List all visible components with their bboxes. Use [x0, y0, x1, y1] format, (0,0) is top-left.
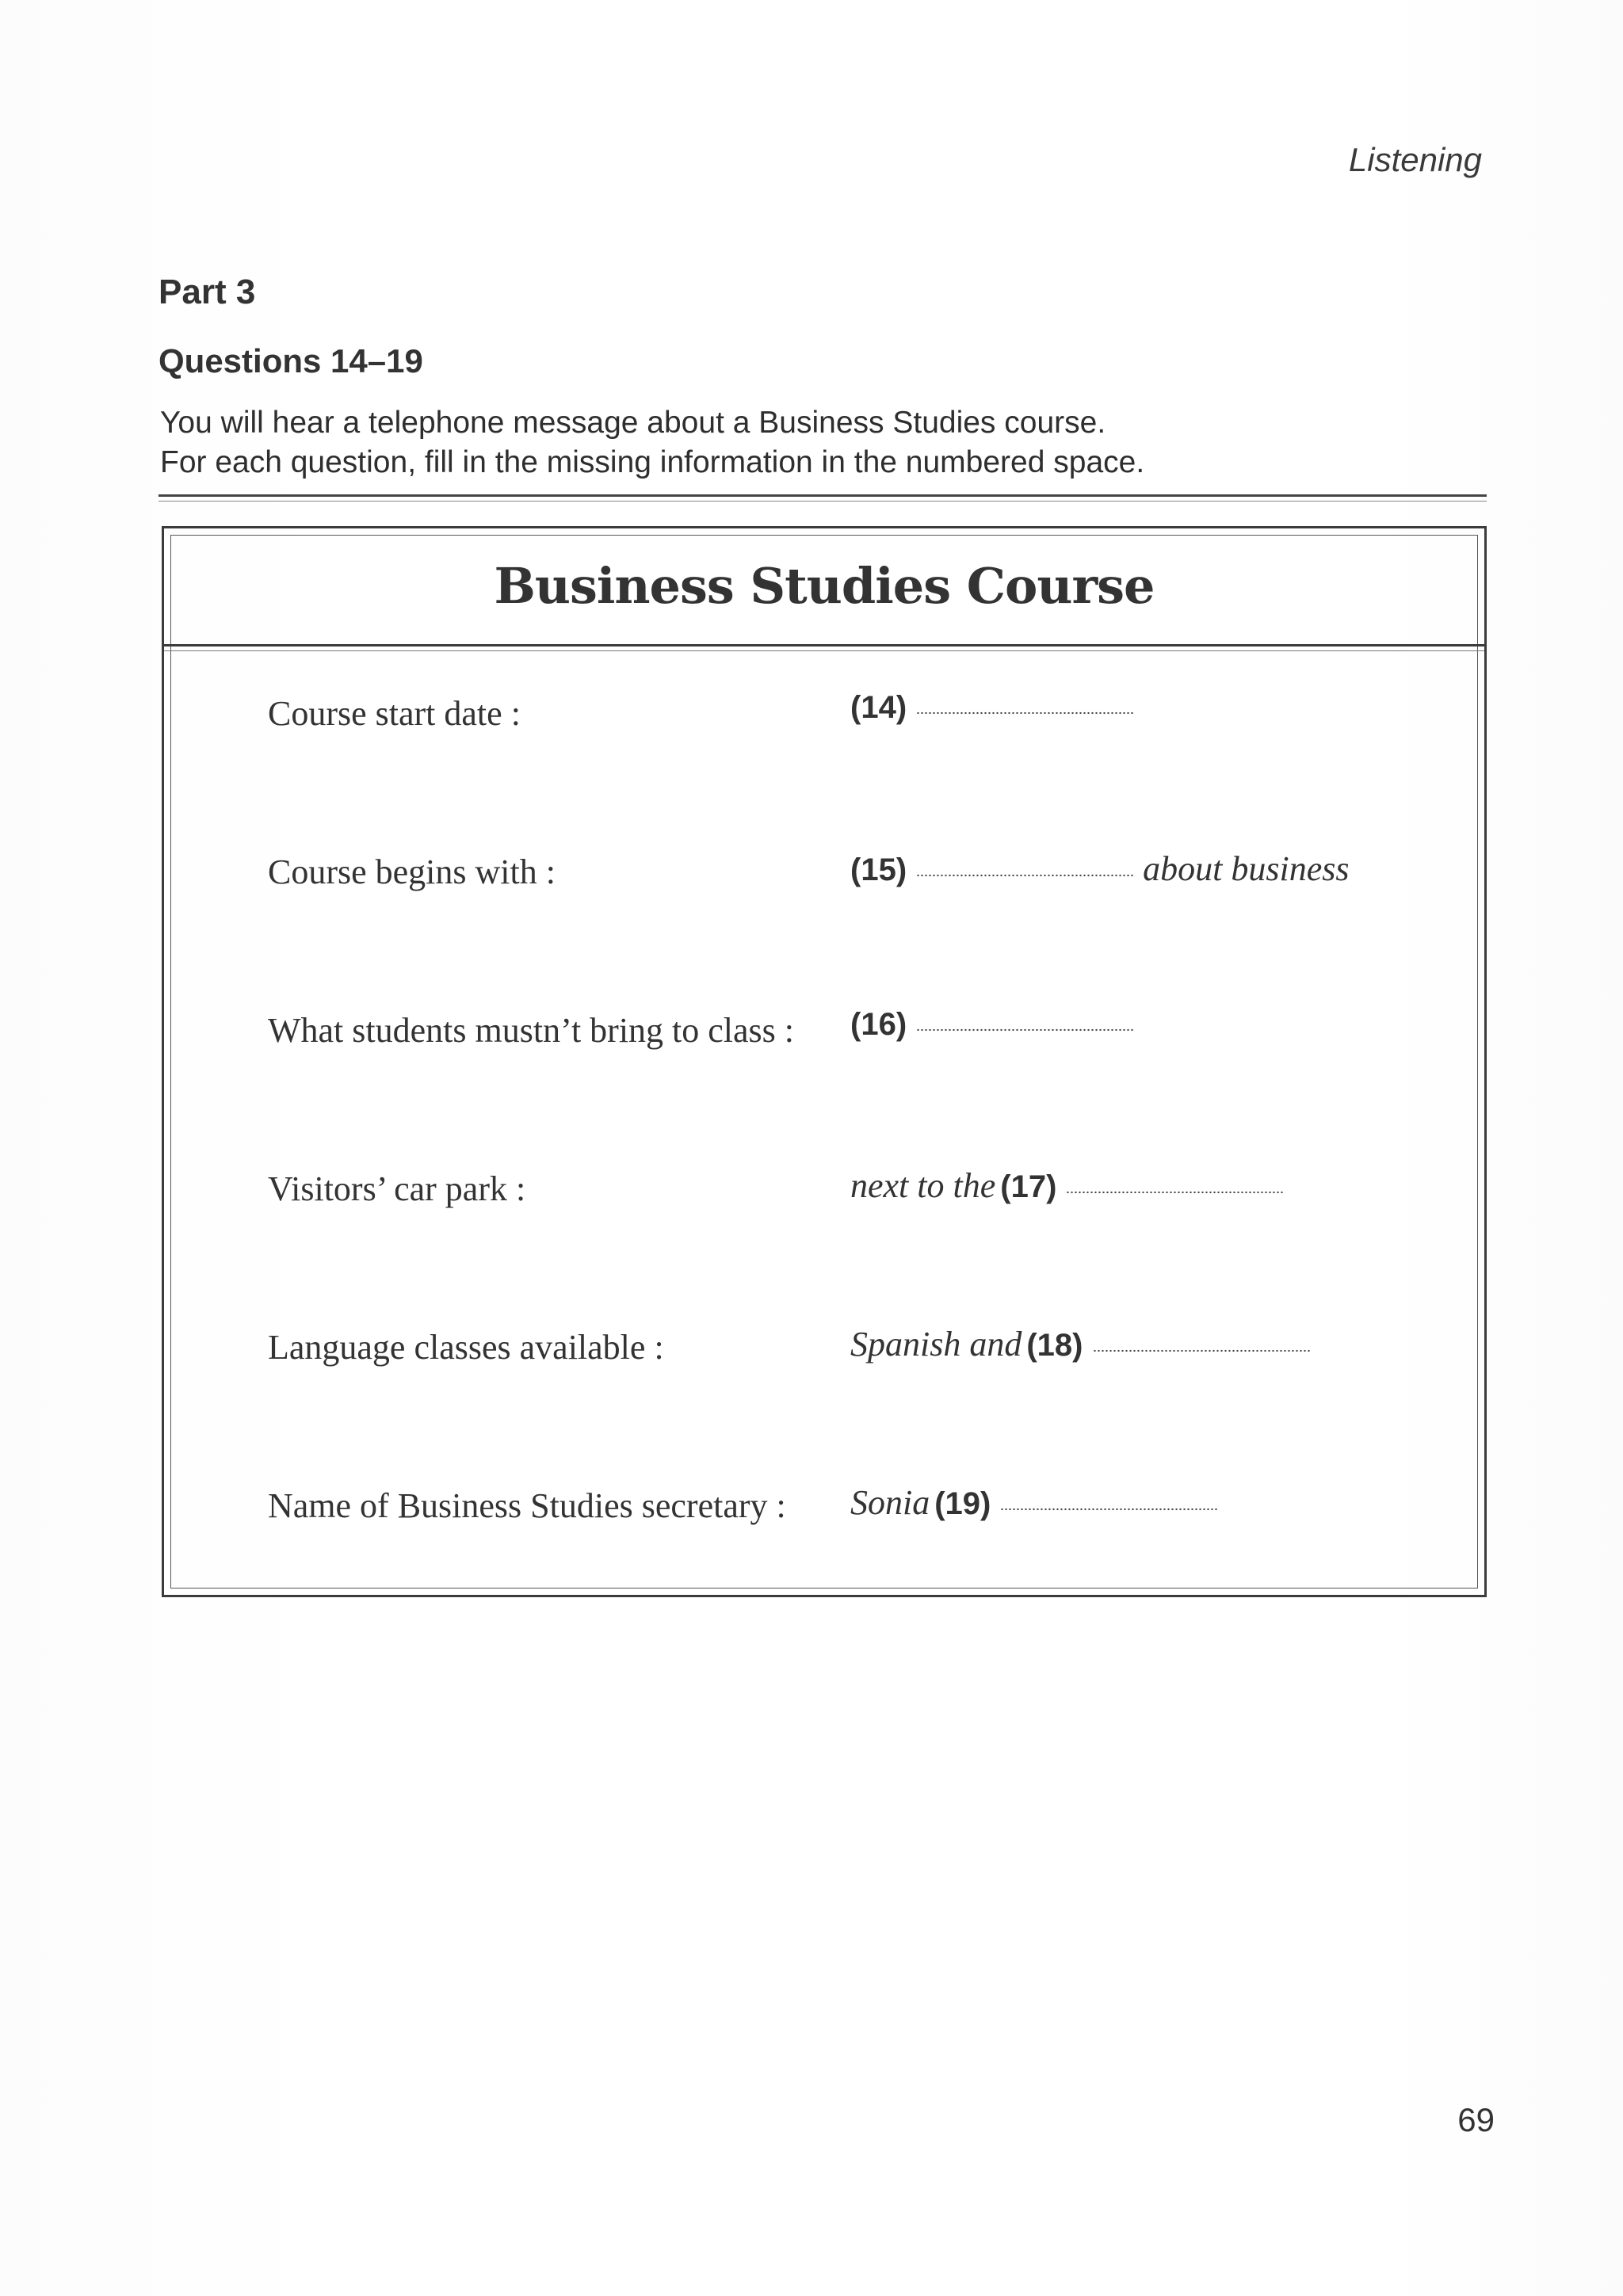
field-label: Name of Business Studies secretary :: [268, 1486, 786, 1525]
answer-prefix: Spanish and: [850, 1325, 1022, 1363]
form-row-15: [164, 842, 1484, 906]
question-number: (14): [850, 690, 907, 725]
form-row-18: [164, 1318, 1484, 1381]
form-row-14: [164, 684, 1484, 747]
questions-title: Questions 14–19: [158, 342, 423, 379]
answer-blank-14[interactable]: [916, 711, 1135, 715]
answer-blank-15[interactable]: [916, 874, 1135, 877]
field-label: Language classes available :: [268, 1328, 664, 1367]
answer-area: [850, 1007, 1135, 1043]
title-divider-thin: [164, 650, 1484, 651]
instruction-line-1: You will hear a telephone message about a Business Studies course.: [160, 406, 1106, 440]
answer-blank-16[interactable]: [916, 1028, 1135, 1032]
answer-blank-17[interactable]: [1066, 1191, 1285, 1194]
field-label: What students mustn’t bring to class :: [268, 1011, 795, 1050]
question-number: (16): [850, 1007, 907, 1042]
title-divider: [164, 644, 1484, 646]
answer-prefix: next to the: [850, 1166, 996, 1205]
field-label: Course begins with :: [268, 852, 556, 891]
question-number: (15): [850, 852, 907, 887]
page-number: 69: [1457, 2101, 1495, 2138]
form-title: Business Studies Course: [494, 557, 1155, 615]
answer-suffix: about business: [1143, 849, 1350, 888]
question-number: (19): [934, 1486, 991, 1521]
instruction-line-2: For each question, fill in the missing information in the numbered space.: [160, 445, 1145, 479]
answer-area: [850, 690, 1135, 726]
question-number: (18): [1026, 1328, 1083, 1363]
form-row-16: [164, 1001, 1484, 1064]
answer-blank-19[interactable]: [1000, 1508, 1219, 1511]
form-box: [162, 526, 1487, 1597]
question-number: (17): [1000, 1169, 1057, 1204]
form-row-17: [164, 1159, 1484, 1222]
part-title: Part 3: [158, 273, 256, 311]
answer-area: [850, 1482, 1219, 1523]
answer-blank-18[interactable]: [1093, 1349, 1312, 1352]
answer-area: [850, 849, 1350, 889]
field-label: Visitors’ car park :: [268, 1169, 526, 1208]
answer-prefix: Sonia: [850, 1483, 930, 1522]
section-divider-thin: [158, 501, 1487, 502]
section-label: Listening: [1348, 141, 1482, 178]
field-label: Course start date :: [268, 694, 521, 733]
section-divider: [158, 494, 1487, 497]
answer-area: [850, 1165, 1285, 1206]
form-row-19: [164, 1476, 1484, 1539]
answer-area: [850, 1324, 1312, 1364]
